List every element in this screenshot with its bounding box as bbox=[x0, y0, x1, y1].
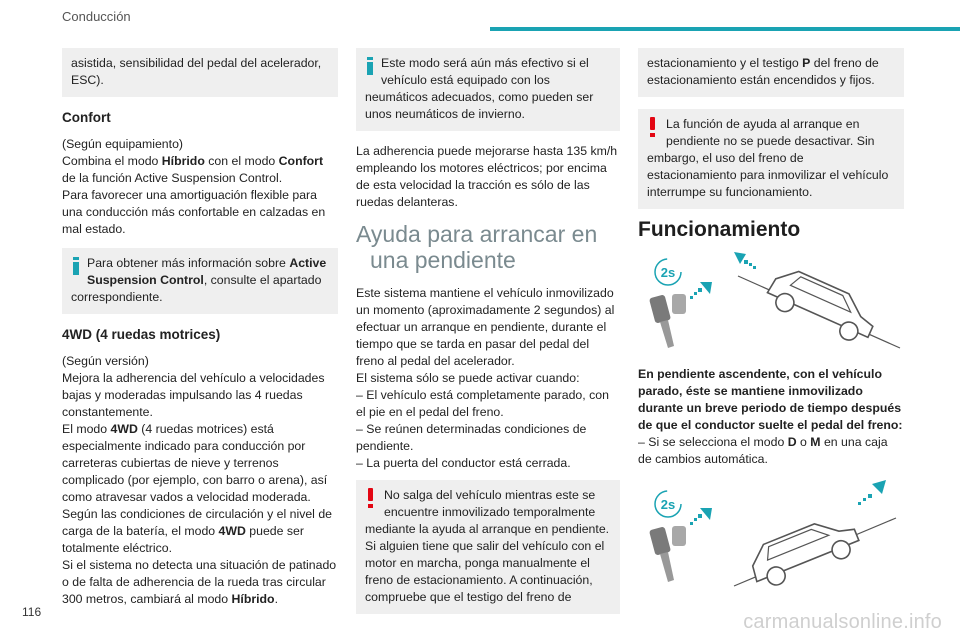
car-on-slope-icon bbox=[763, 263, 881, 347]
column-3 bbox=[638, 48, 904, 588]
header-accent-bar bbox=[490, 27, 960, 31]
section-title-confort: Confort bbox=[62, 110, 111, 125]
continued-warning-box: estacionamiento y el testigo P del freno de estacionamiento están encendidos y fijos. bbox=[638, 48, 904, 97]
release-arrow-icon bbox=[690, 282, 712, 299]
info-box-suspension: Para obtener más información sobre Active Suspension Control, consulte el apartado correspondiente. bbox=[62, 248, 338, 314]
warning-box-exit: No salga del vehículo mientras este se encuentre inmovilizado temporalmente mediante la ayuda al arranque en pendiente. Si alguien tiene que salir del vehículo con el motor en marcha, ponga manualmente el freno de estacionamiento. A continuación, compruebe que el testigo del freno de bbox=[356, 480, 620, 614]
press-arrow-icon bbox=[690, 508, 712, 525]
pedals-icon bbox=[649, 526, 686, 582]
warning-icon bbox=[367, 488, 375, 508]
warning-box-deactivate: La función de ayuda al arranque en pendiente no se puede desactivar. Sin embargo, el uso del freno de estacionamiento para inmovilizar el vehículo interrumpe su funcionamiento. bbox=[638, 109, 904, 209]
uphill-condition: – Si se selecciona el modo D o M en una caja de cambios automática. bbox=[638, 435, 888, 466]
car-on-slope-icon bbox=[745, 511, 863, 588]
warning-icon bbox=[649, 117, 657, 137]
timer-label: 2s bbox=[660, 497, 676, 512]
info-box-tyres: Este modo será aún más efectivo si el vehículo está equipado con los neumáticos adecuados, como pueden ser unos neumáticos de invierno. bbox=[356, 48, 620, 131]
condition-item: – La puerta del conductor está cerrada. bbox=[356, 456, 571, 470]
uphill-text: En pendiente ascendente, con el vehículo parado, éste se mantiene inmovilizado durante un breve periodo de tiempo después de que el conductor suelte el pedal del freno: bbox=[638, 367, 903, 432]
watermark: carmanualsonline.info bbox=[743, 611, 942, 633]
backward-arrow-icon bbox=[734, 252, 756, 269]
pedals-icon bbox=[649, 294, 686, 348]
timer-label: 2s bbox=[660, 265, 676, 280]
condition-item: – Se reúnen determinadas condiciones de pendiente. bbox=[356, 422, 587, 453]
section-heading-hill-start: Ayuda para arrancar en una pendiente bbox=[356, 221, 598, 273]
hill-start-text: Este sistema mantiene el vehículo inmovilizado un momento (aproximadamente 2 segundos) al efectuar un arranque en pendiente, durante el tiempo que se tarda en pasar del pedal del freno al pedal del acelerador. El sistema sólo se puede activar cuando: – El vehículo está completamente parado, con el pie en el pedal del freno. – Se reúnen determinadas condiciones de pendiente. – La puerta del conductor está cerrada. bbox=[356, 285, 620, 472]
column-1 bbox=[62, 48, 338, 618]
forward-arrow-icon bbox=[858, 480, 886, 505]
note-text: asistida, sensibilidad del pedal del acelerador, ESC). bbox=[71, 56, 322, 87]
section-heading-funcionamiento: Funcionamiento bbox=[638, 218, 801, 241]
info-icon bbox=[73, 257, 79, 275]
adherence-text: La adherencia puede mejorarse hasta 135 km/h empleando los motores eléctricos; por encima de esta velocidad la tracción es sólo de las ruedas delanteras. bbox=[356, 144, 618, 209]
illustration-uphill-hold bbox=[638, 252, 904, 352]
running-header: Conducción bbox=[62, 9, 131, 24]
illustration-uphill-start bbox=[638, 478, 904, 588]
confort-text: (Según equipamiento) Combina el modo Híbrido con el modo Confort de la función Active Suspension Control. Para favorecer una amortiguación flexible para una conducción más confortable en calzadas en mal estado. bbox=[62, 137, 326, 236]
condition-item: – El vehículo está completamente parado, con el pie en el pedal del freno. bbox=[356, 388, 609, 419]
section-title-4wd: 4WD (4 ruedas motrices) bbox=[62, 327, 221, 342]
page-number: 116 bbox=[22, 605, 42, 619]
info-icon bbox=[367, 57, 373, 75]
awd-text: (Según versión) Mejora la adherencia del vehículo a velocidades bajas y moderadas impulsando las 4 ruedas constantemente. El modo 4WD (4 ruedas motrices) está especialmente indicado para conducción por carreteras cubiertas de nieve y terrenos complicado (por ejemplo, con barro o arena), así como atravesar vados a velocidad moderada. Según las condiciones de circulación y el nivel de carga de la batería, el modo 4WD puede ser totalmente eléctrico. Si el sistema no detecta una situación de patinado o de falta de adherencia de la rueda tras circular 300 metros, cambiará al modo Híbrido. bbox=[62, 354, 337, 606]
column-2 bbox=[356, 48, 620, 626]
continued-note-box bbox=[62, 48, 338, 97]
